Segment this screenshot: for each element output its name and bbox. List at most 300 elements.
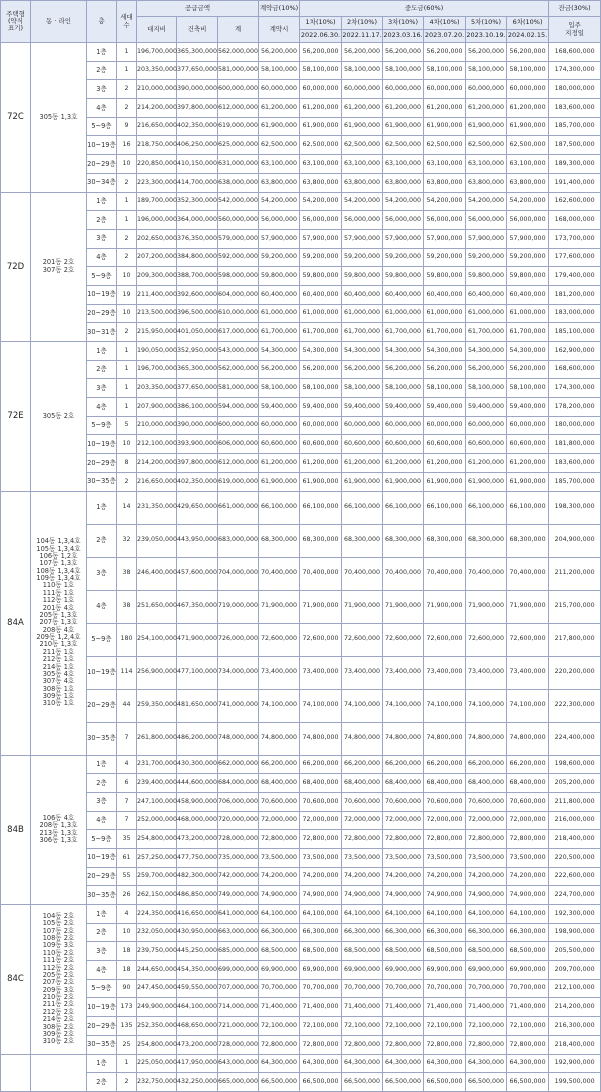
middle-payment-cell: 61,000,000 xyxy=(424,304,466,323)
floor-cell: 20~29층 xyxy=(87,1017,117,1036)
floor-cell: 5~9층 xyxy=(87,117,117,136)
supply-build-header: 건축비 xyxy=(177,17,218,43)
build-price-cell: 468,650,000 xyxy=(177,1017,218,1036)
land-price-cell: 231,700,000 xyxy=(137,755,177,774)
middle-payment-cell: 56,200,000 xyxy=(383,43,424,62)
contract-cell: 60,400,000 xyxy=(259,285,300,304)
units-cell: 16 xyxy=(117,136,137,155)
middle-payment-cell: 72,800,000 xyxy=(383,830,424,849)
units-cell: 9 xyxy=(117,117,137,136)
middle-payment-cell: 60,600,000 xyxy=(424,435,466,454)
middle-payment-cell: 64,100,000 xyxy=(342,905,383,924)
group-balance-header: 잔금(30%) xyxy=(549,1,601,17)
middle-payment-cell: 57,900,000 xyxy=(300,229,342,248)
balance-cell: 174,300,000 xyxy=(549,61,601,80)
floor-cell: 20~29층 xyxy=(87,867,117,886)
col-units-header: 세대 수 xyxy=(117,1,137,43)
middle-payment-cell: 63,800,000 xyxy=(424,173,466,192)
middle-payment-cell: 74,900,000 xyxy=(300,886,342,905)
middle-payment-cell: 74,200,000 xyxy=(507,867,549,886)
table-row xyxy=(1,472,601,491)
build-price-cell: 417,950,000 xyxy=(177,1054,218,1073)
middle-payment-cell: 60,400,000 xyxy=(466,285,507,304)
floor-cell: 1층 xyxy=(87,192,117,211)
build-price-cell: 459,550,000 xyxy=(177,979,218,998)
units-cell: 10 xyxy=(117,435,137,454)
build-price-cell: 365,300,000 xyxy=(177,360,218,379)
units-cell: 180 xyxy=(117,623,137,656)
contract-cell: 58,100,000 xyxy=(259,379,300,398)
table-row xyxy=(1,623,601,656)
middle-payment-cell: 61,200,000 xyxy=(383,454,424,473)
balance-cell: 212,100,000 xyxy=(549,979,601,998)
middle-payment-cell: 68,300,000 xyxy=(300,524,342,557)
floor-cell: 1층 xyxy=(87,755,117,774)
table-row xyxy=(1,360,601,379)
balance-cell: 224,400,000 xyxy=(549,722,601,755)
build-price-cell: 482,300,000 xyxy=(177,867,218,886)
middle-payment-cell: 73,400,000 xyxy=(300,656,342,689)
middle-payment-cell: 72,600,000 xyxy=(466,623,507,656)
land-price-cell: 211,400,000 xyxy=(137,285,177,304)
middle-payment-cell: 73,500,000 xyxy=(383,848,424,867)
floor-cell: 1층 xyxy=(87,905,117,924)
middle-payment-cell: 59,200,000 xyxy=(466,248,507,267)
floor-cell: 30~31층 xyxy=(87,323,117,342)
housing-type-cell: 72E xyxy=(1,342,31,492)
total-price-cell: 683,000,000 xyxy=(218,524,259,557)
middle-label-header: 1차(10%) xyxy=(300,17,342,30)
middle-payment-cell: 66,500,000 xyxy=(466,1073,507,1092)
table-row xyxy=(1,848,601,867)
balance-cell: 181,800,000 xyxy=(549,435,601,454)
middle-payment-cell: 59,800,000 xyxy=(342,267,383,286)
middle-payment-cell: 73,500,000 xyxy=(466,848,507,867)
table-row xyxy=(1,248,601,267)
land-price-cell: 244,650,000 xyxy=(137,961,177,980)
middle-payment-cell: 74,800,000 xyxy=(300,722,342,755)
contract-cell: 66,500,000 xyxy=(259,1073,300,1092)
land-price-cell: 216,650,000 xyxy=(137,472,177,491)
middle-payment-cell: 60,000,000 xyxy=(300,416,342,435)
contract-cell: 61,700,000 xyxy=(259,323,300,342)
middle-payment-cell: 70,400,000 xyxy=(383,557,424,590)
units-cell: 1 xyxy=(117,192,137,211)
middle-date-header: 2023.03.16. xyxy=(383,30,424,43)
floor-cell: 5~9층 xyxy=(87,979,117,998)
units-cell: 4 xyxy=(117,755,137,774)
middle-payment-cell: 72,000,000 xyxy=(300,811,342,830)
table-row xyxy=(1,229,601,248)
middle-payment-cell: 68,500,000 xyxy=(300,942,342,961)
middle-payment-cell: 70,400,000 xyxy=(300,557,342,590)
land-price-cell: 261,800,000 xyxy=(137,722,177,755)
table-row xyxy=(1,792,601,811)
contract-sub-header: 계약시 xyxy=(259,17,300,43)
middle-payment-cell: 69,900,000 xyxy=(342,961,383,980)
middle-payment-cell: 66,300,000 xyxy=(466,923,507,942)
contract-cell: 74,200,000 xyxy=(259,867,300,886)
middle-payment-cell: 58,100,000 xyxy=(300,379,342,398)
land-price-cell: 232,750,000 xyxy=(137,1073,177,1092)
land-price-cell: 262,150,000 xyxy=(137,886,177,905)
build-price-cell: 473,200,000 xyxy=(177,830,218,849)
land-price-cell: 212,100,000 xyxy=(137,435,177,454)
middle-payment-cell: 68,300,000 xyxy=(507,524,549,557)
floor-cell: 3층 xyxy=(87,379,117,398)
land-price-cell: 231,350,000 xyxy=(137,491,177,524)
table-row xyxy=(1,886,601,905)
total-price-cell: 594,000,000 xyxy=(218,398,259,417)
total-price-cell: 719,000,000 xyxy=(218,590,259,623)
table-row xyxy=(1,211,601,230)
middle-payment-cell: 61,000,000 xyxy=(342,304,383,323)
dong-line-cell xyxy=(31,755,87,905)
total-price-cell: 606,000,000 xyxy=(218,435,259,454)
middle-payment-cell: 60,000,000 xyxy=(383,80,424,99)
middle-payment-cell: 70,600,000 xyxy=(507,792,549,811)
units-cell: 1 xyxy=(117,1054,137,1073)
middle-payment-cell: 62,500,000 xyxy=(466,136,507,155)
middle-payment-cell: 60,000,000 xyxy=(424,80,466,99)
balance-cell: 183,600,000 xyxy=(549,454,601,473)
middle-payment-cell: 72,800,000 xyxy=(342,830,383,849)
middle-payment-cell: 58,100,000 xyxy=(466,61,507,80)
total-price-cell: 726,000,000 xyxy=(218,623,259,656)
middle-payment-cell: 61,200,000 xyxy=(507,454,549,473)
land-price-cell: 190,050,000 xyxy=(137,342,177,361)
middle-payment-cell: 60,000,000 xyxy=(424,416,466,435)
floor-cell: 30~35층 xyxy=(87,472,117,491)
total-price-cell: 600,000,000 xyxy=(218,416,259,435)
dong-line-cell xyxy=(31,905,87,1055)
contract-cell: 58,100,000 xyxy=(259,61,300,80)
middle-payment-cell: 68,400,000 xyxy=(466,774,507,793)
middle-payment-cell: 61,000,000 xyxy=(507,304,549,323)
contract-cell: 71,400,000 xyxy=(259,998,300,1017)
land-price-cell: 254,800,000 xyxy=(137,830,177,849)
floor-cell: 3층 xyxy=(87,557,117,590)
units-cell: 25 xyxy=(117,1035,137,1054)
middle-payment-cell: 61,000,000 xyxy=(466,304,507,323)
middle-payment-cell: 62,500,000 xyxy=(424,136,466,155)
middle-payment-cell: 72,000,000 xyxy=(424,811,466,830)
land-price-cell: 215,950,000 xyxy=(137,323,177,342)
balance-cell: 198,900,000 xyxy=(549,923,601,942)
floor-cell: 2층 xyxy=(87,61,117,80)
middle-payment-cell: 66,500,000 xyxy=(383,1073,424,1092)
build-price-cell: 471,900,000 xyxy=(177,623,218,656)
land-price-cell: 224,350,000 xyxy=(137,905,177,924)
balance-cell: 168,000,000 xyxy=(549,211,601,230)
balance-cell: 191,400,000 xyxy=(549,173,601,192)
middle-payment-cell: 64,300,000 xyxy=(507,1054,549,1073)
build-price-cell: 454,350,000 xyxy=(177,961,218,980)
middle-payment-cell: 66,500,000 xyxy=(300,1073,342,1092)
contract-cell: 54,200,000 xyxy=(259,192,300,211)
contract-cell: 70,400,000 xyxy=(259,557,300,590)
build-price-cell: 376,350,000 xyxy=(177,229,218,248)
middle-payment-cell: 60,400,000 xyxy=(300,285,342,304)
middle-payment-cell: 71,900,000 xyxy=(424,590,466,623)
middle-payment-cell: 57,900,000 xyxy=(383,229,424,248)
middle-payment-cell: 61,700,000 xyxy=(383,323,424,342)
units-cell: 2 xyxy=(117,173,137,192)
middle-label-header: 3차(10%) xyxy=(383,17,424,30)
middle-payment-cell: 61,900,000 xyxy=(507,117,549,136)
total-price-cell: 631,000,000 xyxy=(218,155,259,174)
middle-payment-cell: 72,800,000 xyxy=(424,830,466,849)
middle-payment-cell: 72,800,000 xyxy=(466,1035,507,1054)
middle-payment-cell: 60,400,000 xyxy=(507,285,549,304)
dong-line-text: 104동 1,3,4호 105동 1,3,4호 106동 1,2호 107동 1,3호 108동 1,3,4호 109동 1,3,4호 110동 1호 111동 1호 112동 1호 201동 4호 205동 1,3호 207동 1,3호 208동 4호 209동 1,2,4호 210동 1,3호 211동 1호 212동 1호 214동 1호 305동 4호 307동 4호 308동 1호 309동 1호 310동 1호 xyxy=(36,537,81,708)
floor-cell: 10~19층 xyxy=(87,656,117,689)
balance-cell: 215,700,000 xyxy=(549,590,601,623)
floor-cell: 2층 xyxy=(87,524,117,557)
table-row xyxy=(1,379,601,398)
total-price-cell: 598,000,000 xyxy=(218,267,259,286)
contract-cell: 66,200,000 xyxy=(259,755,300,774)
build-price-cell: 443,950,000 xyxy=(177,524,218,557)
middle-payment-cell: 66,200,000 xyxy=(300,755,342,774)
supply-total-header: 계 xyxy=(218,17,259,43)
middle-payment-cell: 69,900,000 xyxy=(300,961,342,980)
middle-payment-cell: 56,000,000 xyxy=(466,211,507,230)
table-body xyxy=(1,43,601,1092)
middle-payment-cell: 61,700,000 xyxy=(342,323,383,342)
balance-cell: 180,000,000 xyxy=(549,80,601,99)
land-price-cell: 251,650,000 xyxy=(137,590,177,623)
balance-cell: 183,600,000 xyxy=(549,99,601,118)
land-price-cell: 257,250,000 xyxy=(137,848,177,867)
middle-payment-cell: 68,400,000 xyxy=(383,774,424,793)
floor-cell: 30~35층 xyxy=(87,1035,117,1054)
land-price-cell: 239,750,000 xyxy=(137,942,177,961)
land-price-cell: 203,350,000 xyxy=(137,379,177,398)
middle-payment-cell: 60,000,000 xyxy=(507,80,549,99)
middle-payment-cell: 66,500,000 xyxy=(424,1073,466,1092)
middle-payment-cell: 66,300,000 xyxy=(383,923,424,942)
total-price-cell: 625,000,000 xyxy=(218,136,259,155)
table-row xyxy=(1,811,601,830)
balance-cell: 220,500,000 xyxy=(549,848,601,867)
build-price-cell: 364,000,000 xyxy=(177,211,218,230)
build-price-cell: 477,750,000 xyxy=(177,848,218,867)
middle-payment-cell: 54,200,000 xyxy=(466,192,507,211)
contract-cell: 64,300,000 xyxy=(259,1054,300,1073)
middle-payment-cell: 68,300,000 xyxy=(466,524,507,557)
middle-payment-cell: 59,200,000 xyxy=(424,248,466,267)
middle-payment-cell: 71,900,000 xyxy=(300,590,342,623)
middle-payment-cell: 72,100,000 xyxy=(507,1017,549,1036)
table-row xyxy=(1,590,601,623)
middle-date-header: 2023.10.19. xyxy=(466,30,507,43)
table-row xyxy=(1,398,601,417)
build-price-cell: 377,650,000 xyxy=(177,379,218,398)
units-cell: 44 xyxy=(117,689,137,722)
build-price-cell: 477,100,000 xyxy=(177,656,218,689)
floor-cell: 20~29층 xyxy=(87,689,117,722)
middle-payment-cell: 62,500,000 xyxy=(342,136,383,155)
build-price-cell: 467,350,000 xyxy=(177,590,218,623)
middle-payment-cell: 58,100,000 xyxy=(424,379,466,398)
middle-payment-cell: 54,200,000 xyxy=(383,192,424,211)
floor-cell: 30~34층 xyxy=(87,173,117,192)
middle-payment-cell: 73,400,000 xyxy=(342,656,383,689)
build-price-cell: 458,900,000 xyxy=(177,792,218,811)
units-cell: 38 xyxy=(117,557,137,590)
build-price-cell: 352,300,000 xyxy=(177,192,218,211)
total-price-cell: 699,000,000 xyxy=(218,961,259,980)
contract-cell: 73,500,000 xyxy=(259,848,300,867)
middle-payment-cell: 56,200,000 xyxy=(300,43,342,62)
middle-payment-cell: 61,900,000 xyxy=(507,472,549,491)
middle-payment-cell: 70,700,000 xyxy=(342,979,383,998)
middle-payment-cell: 70,600,000 xyxy=(383,792,424,811)
build-price-cell: 486,200,000 xyxy=(177,722,218,755)
table-row xyxy=(1,43,601,62)
middle-payment-cell: 74,200,000 xyxy=(383,867,424,886)
supply-land-header: 대지비 xyxy=(137,17,177,43)
balance-cell: 168,600,000 xyxy=(549,360,601,379)
units-cell: 7 xyxy=(117,811,137,830)
middle-payment-cell: 64,300,000 xyxy=(466,1054,507,1073)
middle-label-header: 5차(10%) xyxy=(466,17,507,30)
build-price-cell: 416,650,000 xyxy=(177,905,218,924)
middle-payment-cell: 61,200,000 xyxy=(300,99,342,118)
build-price-cell: 401,050,000 xyxy=(177,323,218,342)
middle-payment-cell: 63,800,000 xyxy=(300,173,342,192)
units-cell: 2 xyxy=(117,99,137,118)
middle-payment-cell: 66,100,000 xyxy=(300,491,342,524)
table-row xyxy=(1,155,601,174)
middle-payment-cell: 72,000,000 xyxy=(383,811,424,830)
middle-payment-cell: 61,200,000 xyxy=(342,99,383,118)
contract-cell: 61,900,000 xyxy=(259,117,300,136)
table-row xyxy=(1,80,601,99)
table-row xyxy=(1,961,601,980)
middle-payment-cell: 70,600,000 xyxy=(342,792,383,811)
contract-cell: 72,100,000 xyxy=(259,1017,300,1036)
middle-payment-cell: 68,400,000 xyxy=(424,774,466,793)
table-row xyxy=(1,923,601,942)
floor-cell: 4층 xyxy=(87,99,117,118)
middle-payment-cell: 72,800,000 xyxy=(342,1035,383,1054)
housing-type-cell xyxy=(1,1054,31,1091)
middle-payment-cell: 60,600,000 xyxy=(507,435,549,454)
table-row xyxy=(1,416,601,435)
middle-payment-cell: 60,000,000 xyxy=(342,80,383,99)
build-price-cell: 464,100,000 xyxy=(177,998,218,1017)
middle-payment-cell: 59,400,000 xyxy=(424,398,466,417)
balance-cell: 199,500,000 xyxy=(549,1073,601,1092)
land-price-cell: 196,000,000 xyxy=(137,211,177,230)
table-row xyxy=(1,117,601,136)
contract-cell: 60,000,000 xyxy=(259,416,300,435)
units-cell: 7 xyxy=(117,792,137,811)
contract-cell: 62,500,000 xyxy=(259,136,300,155)
middle-payment-cell: 54,300,000 xyxy=(383,342,424,361)
middle-payment-cell: 73,400,000 xyxy=(383,656,424,689)
middle-payment-cell: 57,900,000 xyxy=(507,229,549,248)
middle-payment-cell: 63,800,000 xyxy=(507,173,549,192)
middle-payment-cell: 61,200,000 xyxy=(342,454,383,473)
contract-cell: 71,900,000 xyxy=(259,590,300,623)
total-price-cell: 604,000,000 xyxy=(218,285,259,304)
middle-payment-cell: 74,200,000 xyxy=(342,867,383,886)
balance-cell: 162,600,000 xyxy=(549,192,601,211)
table-row xyxy=(1,454,601,473)
middle-payment-cell: 74,800,000 xyxy=(507,722,549,755)
middle-payment-cell: 56,000,000 xyxy=(507,211,549,230)
middle-payment-cell: 63,100,000 xyxy=(300,155,342,174)
units-cell: 5 xyxy=(117,416,137,435)
middle-payment-cell: 61,900,000 xyxy=(300,472,342,491)
middle-payment-cell: 66,300,000 xyxy=(342,923,383,942)
land-price-cell: 247,100,000 xyxy=(137,792,177,811)
middle-payment-cell: 74,200,000 xyxy=(424,867,466,886)
middle-payment-cell: 72,100,000 xyxy=(424,1017,466,1036)
land-price-cell: 246,400,000 xyxy=(137,557,177,590)
balance-cell: 168,600,000 xyxy=(549,43,601,62)
middle-payment-cell: 59,800,000 xyxy=(300,267,342,286)
balance-cell: 178,200,000 xyxy=(549,398,601,417)
middle-payment-cell: 66,200,000 xyxy=(383,755,424,774)
balance-cell: 222,300,000 xyxy=(549,689,601,722)
units-cell: 18 xyxy=(117,942,137,961)
col-dong-header: 동 · 라인 xyxy=(31,1,87,43)
middle-payment-cell: 72,100,000 xyxy=(466,1017,507,1036)
contract-cell: 72,600,000 xyxy=(259,623,300,656)
middle-payment-cell: 62,500,000 xyxy=(300,136,342,155)
middle-payment-cell: 74,100,000 xyxy=(300,689,342,722)
middle-payment-cell: 66,200,000 xyxy=(424,755,466,774)
housing-type-cell: 72D xyxy=(1,192,31,342)
middle-payment-cell: 61,200,000 xyxy=(466,99,507,118)
middle-payment-cell: 61,900,000 xyxy=(342,472,383,491)
middle-payment-cell: 66,500,000 xyxy=(507,1073,549,1092)
total-price-cell: 685,000,000 xyxy=(218,942,259,961)
build-price-cell: 445,250,000 xyxy=(177,942,218,961)
middle-payment-cell: 71,400,000 xyxy=(383,998,424,1017)
units-cell: 19 xyxy=(117,285,137,304)
middle-payment-cell: 70,600,000 xyxy=(300,792,342,811)
middle-payment-cell: 59,800,000 xyxy=(466,267,507,286)
middle-payment-cell: 71,400,000 xyxy=(300,998,342,1017)
land-price-cell: 209,300,000 xyxy=(137,267,177,286)
floor-cell: 3층 xyxy=(87,80,117,99)
housing-type-cell: 84C xyxy=(1,905,31,1055)
middle-payment-cell: 72,800,000 xyxy=(424,1035,466,1054)
dong-line-text: 305동 2호 xyxy=(42,411,75,420)
balance-cell: 214,200,000 xyxy=(549,998,601,1017)
floor-cell: 30~35층 xyxy=(87,722,117,755)
middle-payment-cell: 64,300,000 xyxy=(300,1054,342,1073)
table-row xyxy=(1,722,601,755)
total-price-cell: 638,000,000 xyxy=(218,173,259,192)
land-price-cell: 254,800,000 xyxy=(137,1035,177,1054)
land-price-cell: 214,200,000 xyxy=(137,99,177,118)
land-price-cell: 254,100,000 xyxy=(137,623,177,656)
balance-cell: 211,800,000 xyxy=(549,792,601,811)
build-price-cell: 365,300,000 xyxy=(177,43,218,62)
floor-cell: 3층 xyxy=(87,942,117,961)
build-price-cell: 377,650,000 xyxy=(177,61,218,80)
middle-payment-cell: 70,400,000 xyxy=(507,557,549,590)
middle-date-header: 2023.07.20. xyxy=(424,30,466,43)
land-price-cell: 239,050,000 xyxy=(137,524,177,557)
land-price-cell: 210,000,000 xyxy=(137,416,177,435)
